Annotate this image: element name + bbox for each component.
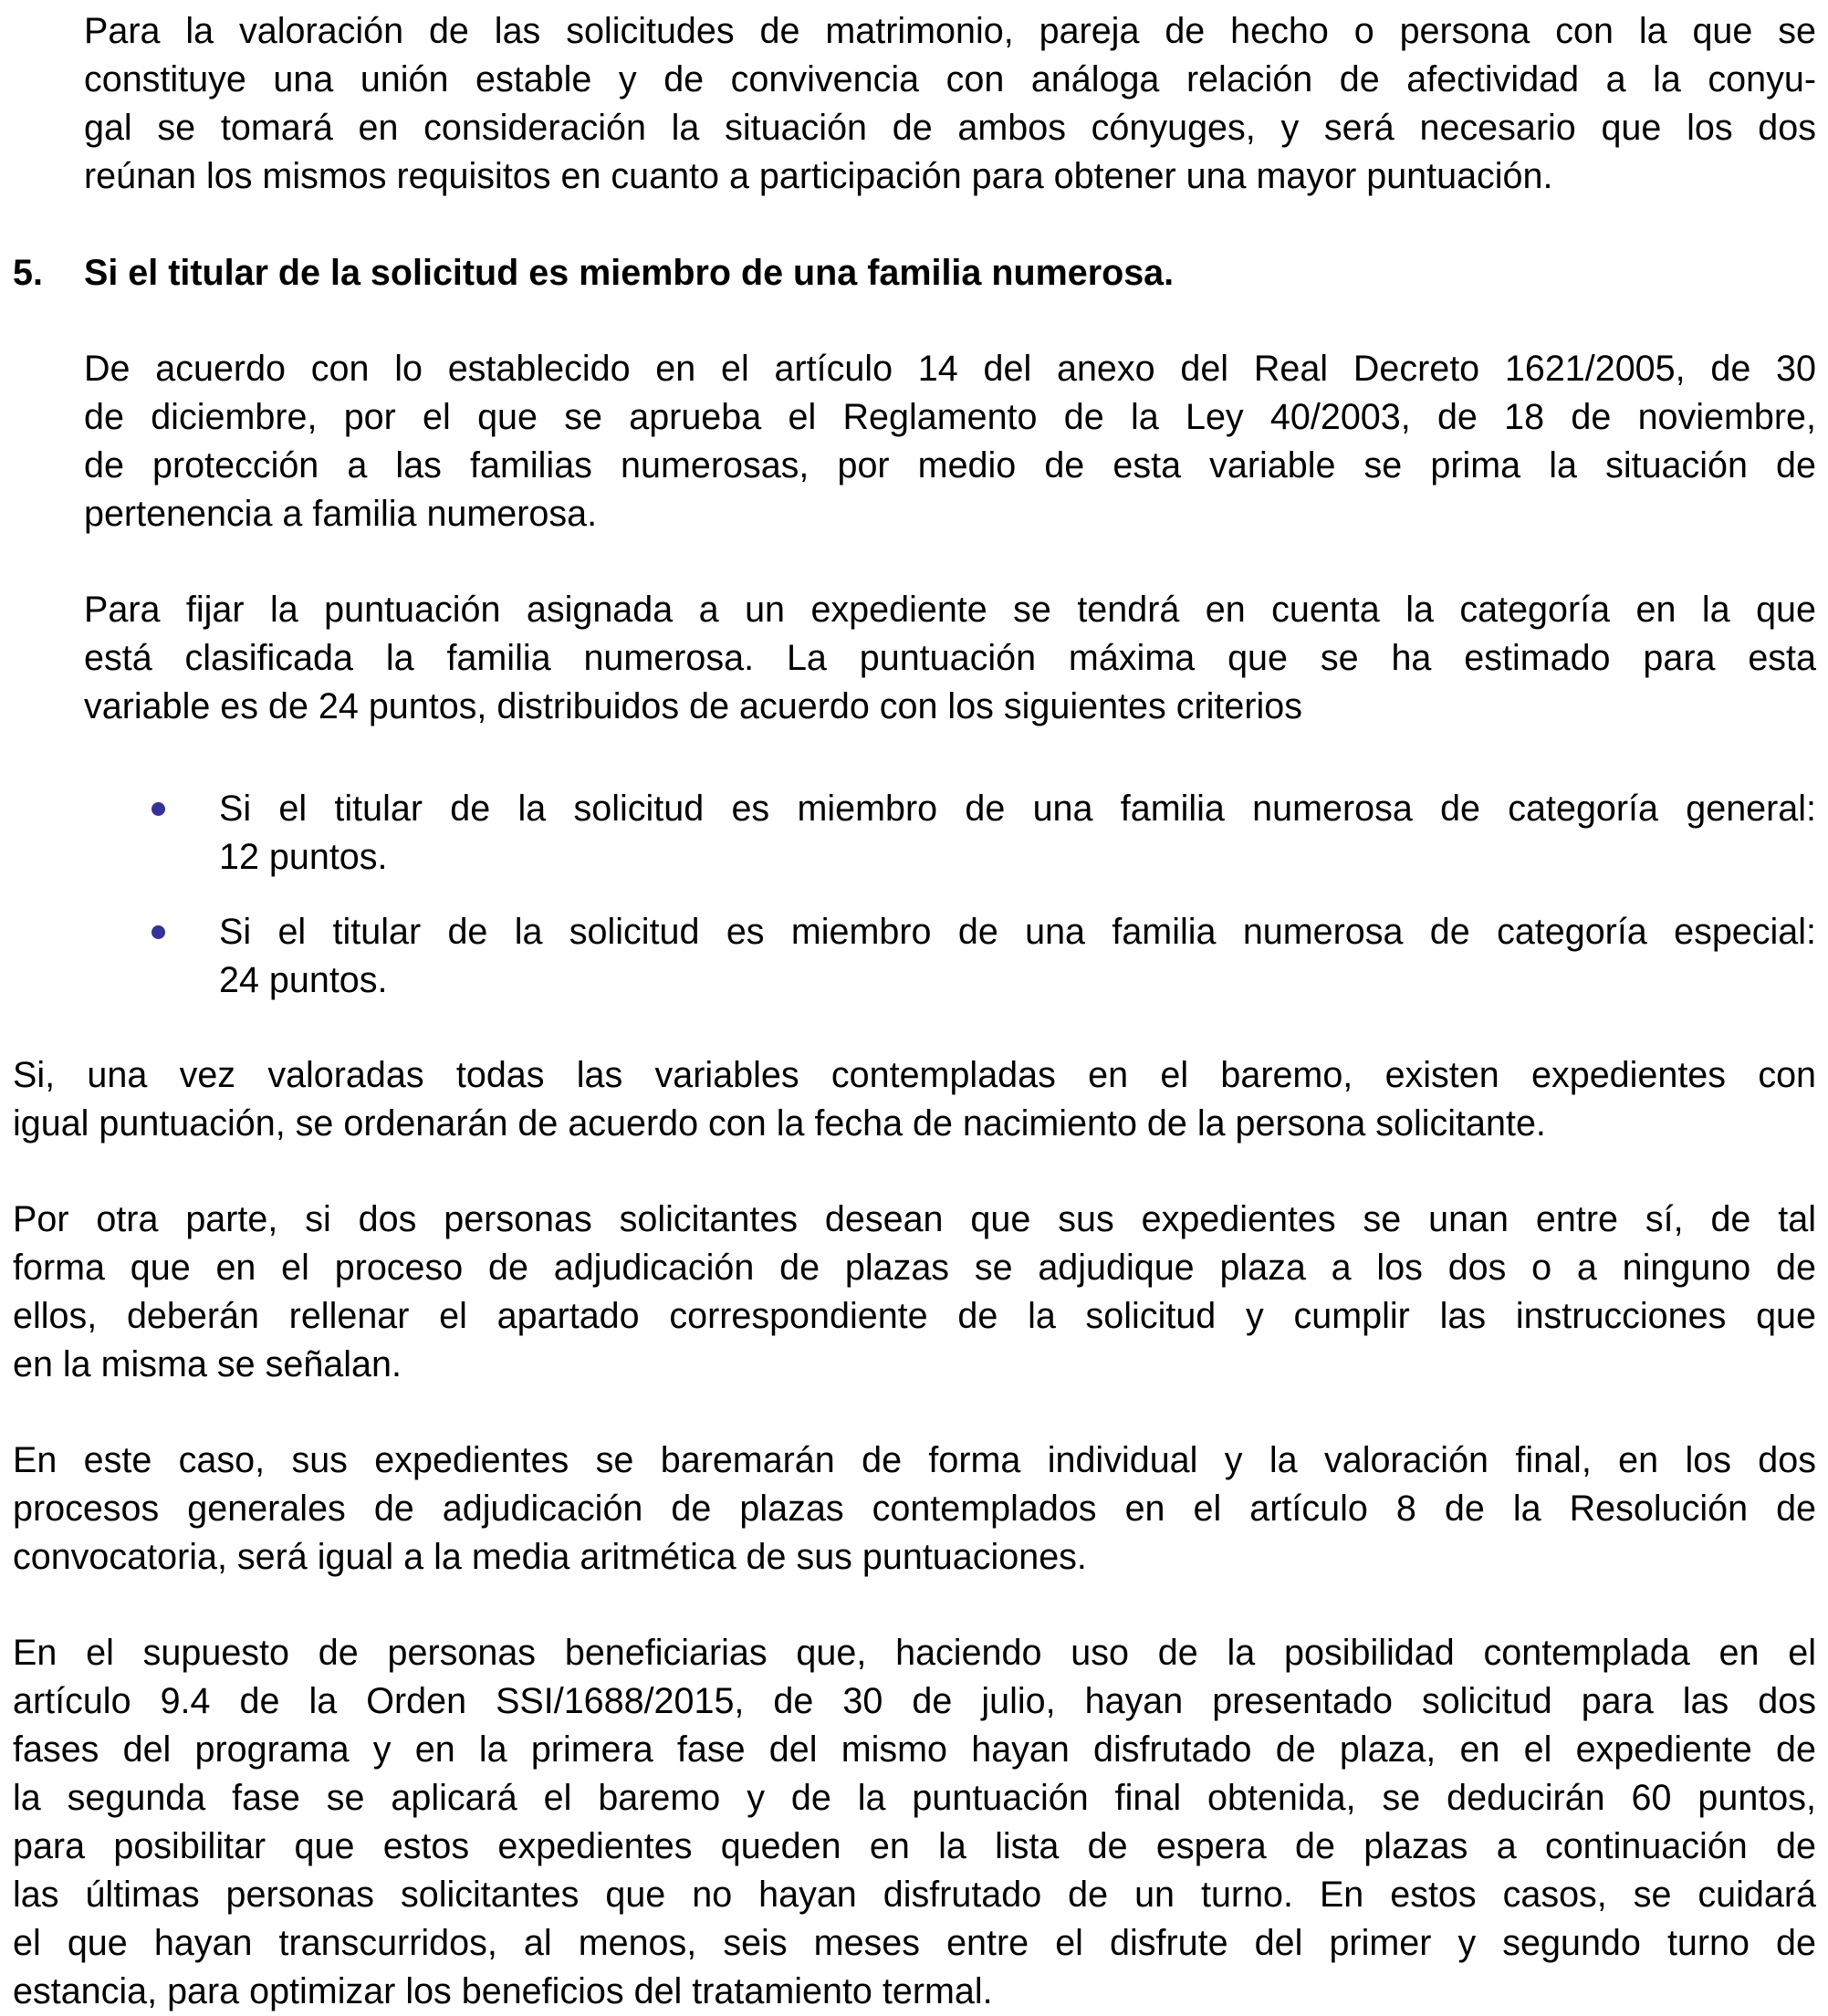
- text-line: de protección a las familias numerosas, por medio de esta variable se prima la situación de: [84, 445, 1816, 486]
- section-title: Si el titular de la solicitud es miembro de una familia numerosa.: [84, 253, 1175, 293]
- text-line: el que hayan transcurridos, al menos, seis meses entre el disfrute del primer y segundo turno de: [13, 1923, 1816, 1963]
- text-line: Para fijar la puntuación asignada a un expediente se tendrá en cuenta la categoría en la que: [84, 590, 1816, 630]
- text-line: Para la valoración de las solicitudes de matrimonio, pareja de hecho o persona con la que se: [84, 11, 1816, 51]
- text-line: variable es de 24 puntos, distribuidos de acuerdo con los siguientes criterios: [84, 686, 1302, 726]
- section-number: 5.: [13, 253, 43, 293]
- text-line: pertenencia a familia numerosa.: [84, 494, 598, 534]
- text-line: constituye una unión estable y de convivencia con análoga relación de afectividad a la conyu-: [84, 59, 1816, 99]
- text-line: la segunda fase se aplicará el baremo y de la puntuación final obtenida, se deducirán 60 puntos,: [13, 1778, 1816, 1818]
- text-line: procesos generales de adjudicación de plazas contemplados en el artículo 8 de la Resolución de: [13, 1488, 1816, 1529]
- text-line: Por otra parte, si dos personas solicitantes desean que sus expedientes se unan entre sí, de tal: [13, 1199, 1816, 1239]
- text-line: 12 puntos.: [219, 837, 388, 877]
- text-line: de diciembre, por el que se aprueba el Reglamento de la Ley 40/2003, de 18 de noviembre,: [84, 397, 1816, 437]
- text-line: Si el titular de la solicitud es miembro de una familia numerosa de categoría general:: [219, 789, 1816, 829]
- text-line: gal se tomará en consideración la situación de ambos cónyuges, y será necesario que los dos: [84, 108, 1816, 148]
- text-line: 24 puntos.: [219, 960, 388, 1000]
- text-line: está clasificada la familia numerosa. La puntuación máxima que se ha estimado para esta: [84, 638, 1816, 678]
- text-line: estancia, para optimizar los beneficios del tratamiento termal.: [13, 1971, 993, 2011]
- text-line: reúnan los mismos requisitos en cuanto a participación para obtener una mayor puntuación.: [84, 156, 1553, 196]
- text-line: De acuerdo con lo establecido en el artículo 14 del anexo del Real Decreto 1621/2005, de 30: [84, 349, 1816, 389]
- text-line: ellos, deberán rellenar el apartado correspondiente de la solicitud y cumplir las instrucciones que: [13, 1296, 1816, 1336]
- text-line: igual puntuación, se ordenarán de acuerdo con la fecha de nacimiento de la persona solicitante.: [13, 1103, 1546, 1144]
- text-line: forma que en el proceso de adjudicación de plazas se adjudique plaza a los dos o a ninguno de: [13, 1248, 1816, 1288]
- bullet-icon: [151, 802, 165, 816]
- text-line: Si el titular de la solicitud es miembro de una familia numerosa de categoría especial:: [219, 912, 1816, 952]
- text-line: En el supuesto de personas beneficiarias que, haciendo uso de la posibilidad contemplada en el: [13, 1633, 1816, 1673]
- text-line: fases del programa y en la primera fase del mismo hayan disfrutado de plaza, en el expediente de: [13, 1729, 1816, 1770]
- text-line: convocatoria, será igual a la media aritmética de sus puntuaciones.: [13, 1537, 1087, 1577]
- text-line: artículo 9.4 de la Orden SSI/1688/2015, de 30 de julio, hayan presentado solicitud para las dos: [13, 1681, 1816, 1721]
- text-line: para posibilitar que estos expedientes queden en la lista de espera de plazas a continuación de: [13, 1826, 1816, 1866]
- bullet-icon: [151, 925, 165, 939]
- text-line: Si, una vez valoradas todas las variables contempladas en el baremo, existen expedientes con: [13, 1055, 1816, 1095]
- text-line: las últimas personas solicitantes que no hayan disfrutado de un turno. En estos casos, se cuidará: [13, 1875, 1816, 1915]
- text-line: en la misma se señalan.: [13, 1344, 402, 1384]
- text-line: En este caso, sus expedientes se baremarán de forma individual y la valoración final, en los dos: [13, 1440, 1816, 1480]
